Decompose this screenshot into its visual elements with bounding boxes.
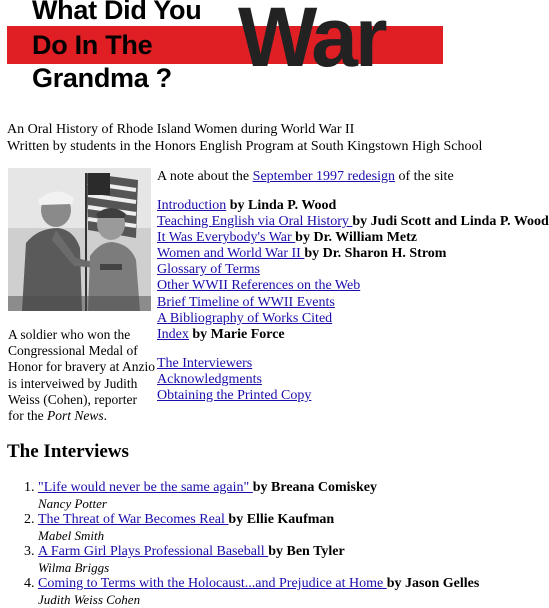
interviews-heading: The Interviews bbox=[7, 441, 129, 462]
list-item bbox=[38, 576, 479, 608]
caption-text: A soldier who won the Congressional Medal of Honor for bravery at Anzio is interveiwed by Judith Weiss (Cohen), reporter for the bbox=[8, 327, 155, 424]
toc-link[interactable]: It Was Everybody's War bbox=[157, 230, 296, 246]
redesign-link[interactable]: September 1997 redesign bbox=[252, 169, 395, 184]
interview-author: by Ellie Kaufman bbox=[228, 512, 335, 527]
toc-link[interactable]: Index bbox=[157, 326, 189, 342]
toc-link[interactable]: Glossary of Terms bbox=[157, 262, 260, 278]
photo-illustration bbox=[8, 168, 151, 311]
secondary-links bbox=[157, 356, 311, 404]
photo-caption bbox=[8, 327, 156, 424]
interview-link[interactable]: The Threat of War Becomes Real bbox=[38, 512, 229, 527]
interview-subject: Nancy Potter bbox=[38, 496, 107, 511]
list-item bbox=[38, 544, 479, 576]
soldier-interview-photo bbox=[8, 168, 151, 311]
toc-author: by Dr. William Metz bbox=[295, 230, 418, 246]
interview-author: by Breana Comiskey bbox=[252, 480, 377, 495]
toc-link[interactable]: Introduction bbox=[157, 198, 227, 213]
toc-item-everybodys-war bbox=[157, 230, 549, 246]
redesign-note bbox=[157, 169, 454, 185]
banner-war-word: War bbox=[238, 0, 385, 84]
toc-item-timeline bbox=[157, 295, 549, 311]
caption-publication: Port News bbox=[46, 408, 104, 424]
toc-link[interactable]: Brief Timeline of WWII Events bbox=[157, 294, 335, 310]
subtitle-line1: An Oral History of Rhode Island Women during World War II bbox=[7, 122, 355, 137]
toc-link[interactable]: Other WWII References on the Web bbox=[157, 278, 361, 294]
toc-author: by Marie Force bbox=[188, 326, 285, 342]
list-item bbox=[38, 512, 479, 544]
note-suffix: of the site bbox=[394, 169, 454, 184]
toc-item-index bbox=[157, 327, 549, 343]
toc-item-women-wwii bbox=[157, 246, 549, 262]
interview-link[interactable]: Coming to Terms with the Holocaust...and Prejudice at Home bbox=[38, 576, 387, 591]
banner-title-line2: Do In The bbox=[32, 30, 153, 60]
note-prefix: A note about the bbox=[157, 169, 253, 184]
link-acknowledgments-row bbox=[157, 372, 311, 388]
toc-author: by Dr. Sharon H. Strom bbox=[304, 246, 447, 262]
toc-item-glossary bbox=[157, 262, 549, 278]
toc-author: by Linda P. Wood bbox=[226, 198, 337, 213]
interview-author: by Jason Gelles bbox=[386, 576, 480, 591]
interview-link[interactable]: "Life would never be the same again" bbox=[38, 480, 253, 495]
caption-end: . bbox=[103, 408, 107, 424]
printed-copy-link[interactable]: Obtaining the Printed Copy bbox=[157, 388, 312, 403]
toc-item-introduction bbox=[157, 198, 549, 214]
toc-author: by Judi Scott and Linda P. Wood bbox=[352, 214, 549, 230]
subtitle-line2: Written by students in the Honors English Program at South Kingstown High School bbox=[7, 139, 483, 154]
toc-link[interactable]: Teaching English via Oral History bbox=[157, 214, 353, 230]
toc-item-teaching bbox=[157, 214, 549, 230]
interview-link[interactable]: A Farm Girl Plays Professional Baseball bbox=[38, 544, 269, 559]
interviews-list bbox=[23, 480, 479, 608]
toc-link[interactable]: A Bibliography of Works Cited bbox=[157, 310, 333, 326]
toc-item-references bbox=[157, 278, 549, 294]
interviewers-link[interactable]: The Interviewers bbox=[157, 356, 253, 371]
link-printed-copy-row bbox=[157, 388, 311, 404]
interview-subject: Judith Weiss Cohen bbox=[38, 592, 141, 607]
banner-title-line3: Grandma ? bbox=[32, 63, 172, 93]
toc-item-bibliography bbox=[157, 311, 549, 327]
banner-title-line1: What Did You bbox=[32, 0, 202, 25]
interview-subject: Wilma Briggs bbox=[38, 560, 110, 575]
link-interviewers-row bbox=[157, 356, 311, 372]
interview-subject: Mabel Smith bbox=[38, 528, 105, 543]
toc-link[interactable]: Women and World War II bbox=[157, 246, 305, 262]
table-of-contents bbox=[157, 198, 549, 343]
list-item bbox=[38, 480, 479, 512]
interview-author: by Ben Tyler bbox=[268, 544, 345, 559]
acknowledgments-link[interactable]: Acknowledgments bbox=[157, 372, 262, 387]
site-subtitle bbox=[7, 121, 482, 155]
site-banner bbox=[0, 0, 523, 105]
